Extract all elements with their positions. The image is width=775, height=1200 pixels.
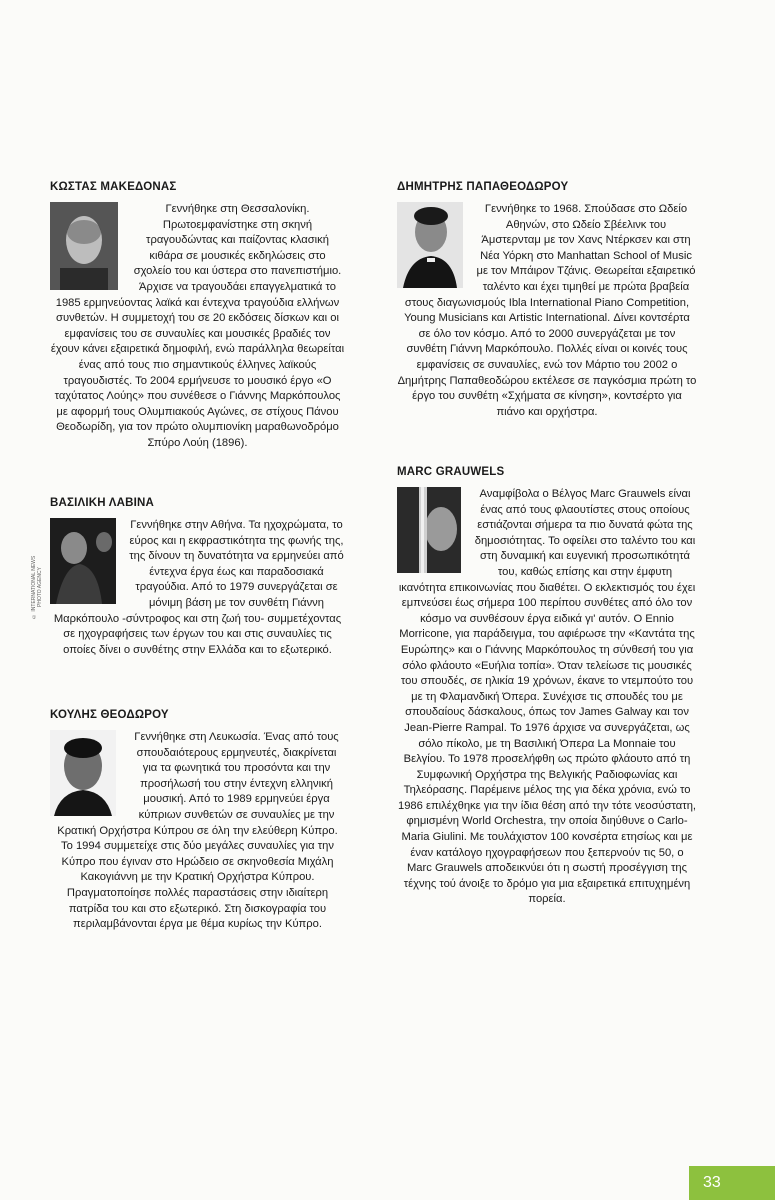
portrait-photo (397, 487, 461, 573)
bio-lavina (50, 497, 345, 658)
bio-text: Γεννήθηκε στη Θεσσαλονίκη. Πρωτοεμφανίστηκε στη σκηνή τραγουδώντας και παίζοντας κλασική κιθάρα σε μουσικές εκδηλώσεις στο σχολείο του και ύστερα στο πανεπιστήμιο. Άρχισε να τραγουδάει επαγγελματικά το 1985 ερμηνεύοντας λαϊκά και έντεχνα τραγούδια ελλήνων συνθετών. Η συμμετοχή του σε 20 εκδόσεις δίσκων και οι εμφανίσεις του σε συναυλίες και μουσικές βραδιές τον έχουν κάνει εξαιρετικά δημοφιλή, ενώ παράλληλα θεωρείται ένας από τους πιο σημαντικούς έλληνες λαϊκούς τραγουδιστές. Το 2004 ερμήνευσε το μουσικό έργο «Ο ταχύτατος Λούης» που συνέθεσε ο Γιάννης Μαρκόπουλος με αφορμή τους Ολυμπιακούς Αγώνες, σε στίχους Πάνου Θεοδωρίδη, για τον πρώτο ολυμπιονίκη μαραθωνοδρόμο Σπύρο Λούη (1896). (50, 203, 345, 449)
page-number: 33 (689, 1166, 775, 1200)
bio-name: ΔΗΜΗΤΡΗΣ ΠΑΠΑΘΕΟΔΩΡΟΥ (397, 181, 569, 193)
bio-text: Γεννήθηκε στην Αθήνα. Τα ηχοχρώματα, το εύρος και η εκφραστικότητα της φωνής της, της δίνουν τη δυνατότητα να ερμηνεύει από έντεχνα έργα έως και παραδοσιακά τραγούδια. Από το 1979 συνεργάζεται σε μόνιμη βάση με τον συνθέτη Γιάννη Μαρκόπουλο -σύντροφος και στη ζωή του- συμμετέχοντας σε ηχογραφήσεις των έργων του και στις συναυλίες τις οποίες δίνει ο συνθέτης στην Ελλάδα και το εξωτερικό. (53, 519, 344, 656)
bio-name: MARC GRAUWELS (397, 466, 505, 478)
photo-credit: © INTERNATIONAL NEWS PHOTO AGENCY (31, 555, 43, 619)
bio-theodorou (50, 709, 345, 933)
bio-name: ΒΑΣΙΛΙΚΗ ΛΑΒΙΝΑ (50, 497, 155, 509)
portrait-photo (397, 202, 463, 288)
bio-makedonas (50, 181, 345, 452)
bio-text: Γεννήθηκε στη Λευκωσία. Ένας από τους σπουδαιότερους ερμηνευτές, διακρίνεται για τα φωνητικά του προσόντα και την προσήλωσή του στην έντεχνη ελληνική μουσική. Από το 1989 ερμηνεύει έργα κύπριων συνθετών σε συναυλίες με την Κρατική Ορχήστρα Κύπρου σε όλη την ελεύθερη Κύπρο. Το 1994 συμμετείχε στις δύο μεγάλες συναυλίες για την Κύπρο που έγιναν στο Ηρώδειο σε σκηνοθεσία Μιχάλη Κακογιάννη με την Κρατική Ορχήστρα Κύπρου. Πραγματοποίησε πολλές παραστάσεις στην ιδιαίτερη πατρίδα του και στο εξωτερικό. Στη δισκογραφία του περιλαμβάνονται έργα με θέμα κυρίως την Κύπρο. (57, 731, 339, 931)
bio-name: ΚΟΥΛΗΣ ΘΕΟΔΩΡΟΥ (50, 709, 169, 721)
portrait-photo (50, 730, 116, 816)
bio-papatheodorou (397, 181, 697, 420)
bio-text: Αναμφίβολα ο Βέλγος Marc Grauwels είναι ένας από τους φλαουτίστες στους οποίους εστιάζονται σήμερα τα πιο δυνατά φώτα της δημοσιότητας. Το οφείλει στο ταλέντο του και στη δυναμική και ευγενική προσωπικότητά του, καθώς επίσης και στην έμφυτη ικανότητα επικοινωνίας που διαθέτει. Ο εκλεκτισμός του έχει εμπνεύσει έως σήμερα 100 περίπου συνθέτες από όλο τον κόσμο να συνθέσουν έργα ειδικά γι' αυτόν. Ο Ennio Morricone, για παράδειγμα, του αφιέρωσε την «Καντάτα της Ευρώπης» και ο Γιάννης Μαρκόπουλος τη σύνθεσή του για σόλο φλάουτο «Ευήλια τοπία». Όταν τελείωσε τις μουσικές του σπουδές, σε ηλικία 19 χρόνων, έκανε το ντεμπούτο του με τη Φλαμανδική Όπερα. Συνέχισε τις σπουδές του με σπουδαίους δάσκαλους, όπως τον James Galway και τον Jean-Pierre Rampal. Το 1976 άρχισε να συνεργάζεται, ως σόλο πίκολο, με τη Βασιλική Όπερα La Monnaie του Βελγίου. Το 1978 προσελήφθη ως πρώτο φλάουτο από τη Συμφωνική Ορχήστρα της Βελγικής Ραδιοφωνίας και Τηλεόρασης. Παρέμεινε μέλος της για δέκα χρόνια, ενώ το 1986 επιλέχθηκε για την ίδια θέση από την τότε νεοσύστατη, φημισμένη World Orchestra, την οποία διηύθυνε ο Carlo-Maria Giulini. Με τουλάχιστον 100 κονσέρτα ετησίως και με έναν κατάλογο ηχογραφήσεων που ξεπερνούν τις 50, ο Marc Grauwels αποδεικνύει ότι η σωστή προσέγγιση της τέχνης τού άνοιξε το δρόμο για μια εξαιρετικά επιτυχημένη πορεία. (397, 488, 697, 906)
bio-grauwels (397, 466, 697, 908)
bio-text: Γεννήθηκε το 1968. Σπούδασε στο Ωδείο Αθηνών, στο Ωδείο Σβέελινκ του Άμστερνταμ με τον Χανς Ντέρκσεν και στη Νέα Υόρκη στο Manhattan School of Music με τον Μπάιρον Τζάνις. Θεωρείται εξαιρετικό ταλέντο και έχει τιμηθεί με πρώτα βραβεία στους διαγωνισμούς Ibla International Piano Competition, Young Musicians και Artistic International. Δίνει κοντσέρτα σε όλο τον κόσμο. Από το 2000 συνεργάζεται με τον συνθέτη Γιάννη Μαρκόπουλο. Πολλές είναι οι κοινές τους εμφανίσεις σε συναυλίες, ενώ τον Μάρτιο του 2002 ο Δημήτρης Παπαθεοδώρου εκτέλεσε σε παγκόσμια πρώτη το έργο του συνθέτη «Σχήματα σε κίνηση», κοντσέρτο για πιάνο και ορχήστρα. (397, 203, 697, 418)
bio-name: ΚΩΣΤΑΣ ΜΑΚΕΔΟΝΑΣ (50, 181, 177, 193)
portrait-photo (50, 202, 118, 290)
portrait-photo (50, 518, 116, 604)
